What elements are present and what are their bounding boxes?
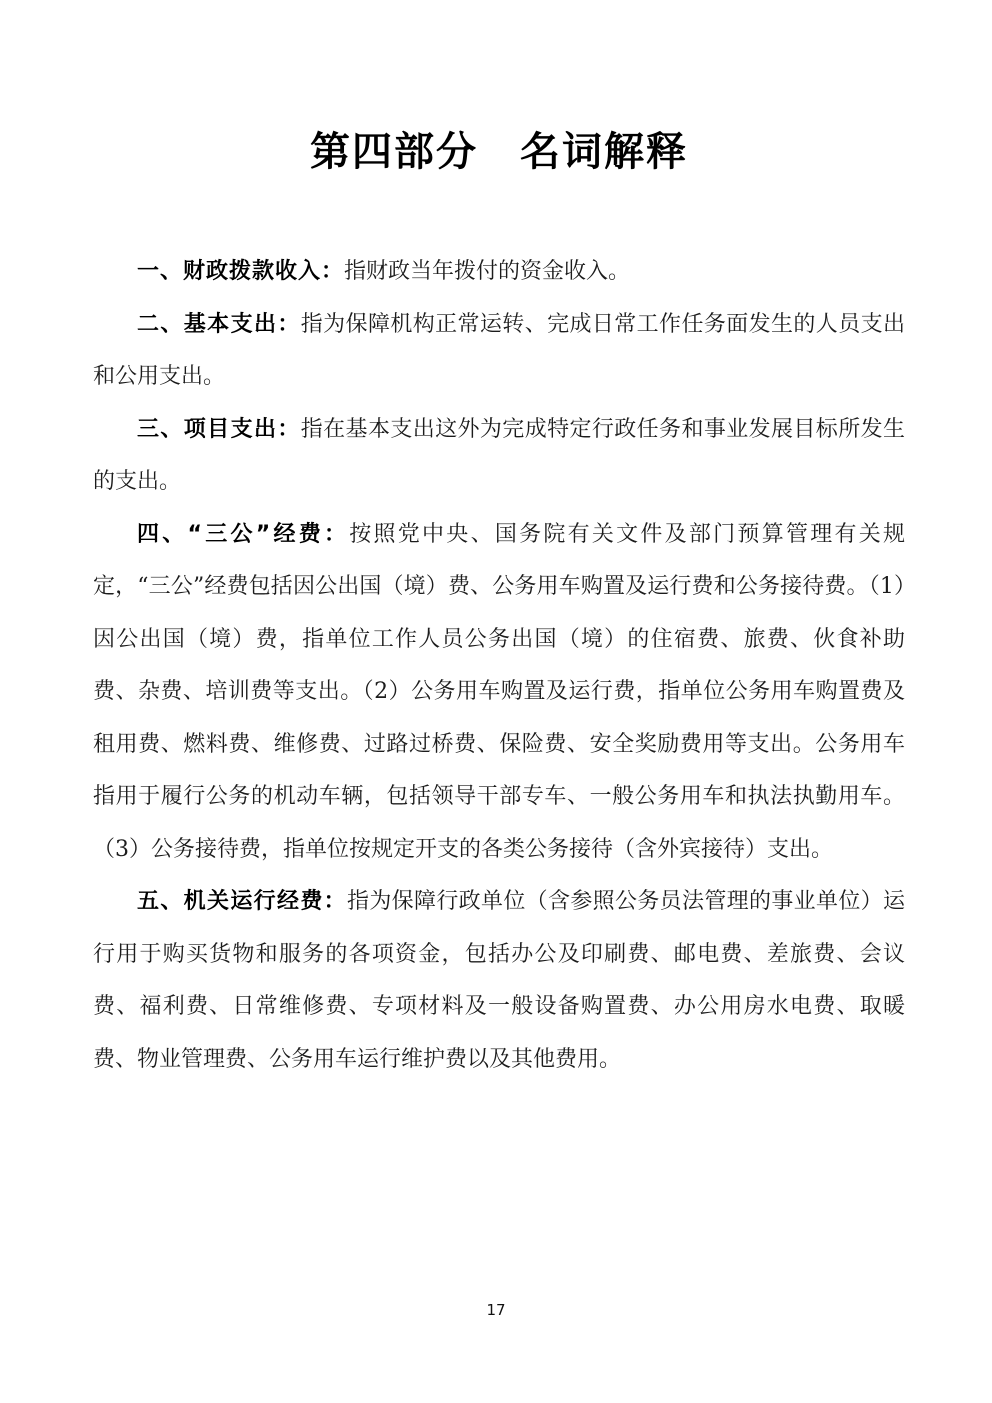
term-label: 二、基本支出： bbox=[137, 311, 301, 337]
paragraph-project-expenditure bbox=[93, 404, 905, 509]
term-label: 一、财政拨款收入： bbox=[137, 259, 345, 284]
term-definition: 指为保障行政单位（含参照公务员法管理的事业单位）运行用于购买货物和服务的各项资金，包括办公及印刷费、邮电费、差旅费、会议费、福利费、日常维修费、专项材料及一般设备购置费、办公用房水电费、取暖费、物业管理费、公务用车运行维护费以及其他费用。 bbox=[93, 889, 905, 1072]
term-label: 五、机关运行经费： bbox=[137, 889, 347, 914]
paragraph-three-public-funds bbox=[93, 509, 905, 877]
term-definition: 指为保障机构正常运转、完成日常工作任务面发生的人员支出和公用支出。 bbox=[93, 311, 905, 389]
paragraph-basic-expenditure bbox=[93, 299, 905, 404]
term-label: 四、“三公”经费： bbox=[137, 521, 350, 547]
document-body bbox=[93, 246, 905, 1086]
page-number: 17 bbox=[486, 1301, 506, 1319]
paragraph-agency-operating-funds bbox=[93, 876, 905, 1086]
term-definition: 按照党中央、国务院有关文件及部门预算管理有关规定，“三公”经费包括因公出国（境）费、公务用车购置及运行费和公务接待费。（1）因公出国（境）费，指单位工作人员公务出国（境）的住宿费、旅费、伙食补助费、杂费、培训费等支出。（2）公务用车购置及运行费，指单位公务用车购置费及租用费、燃料费、维修费、过路过桥费、保险费、安全奖励费用等支出。公务用车指用于履行公务的机动车辆，包括领导干部专车、一般公务用车和执法执勤用车。（3）公务接待费，指单位按规定开支的各类公务接待（含外宾接待）支出。 bbox=[93, 521, 905, 862]
term-definition: 指财政当年拨付的资金收入。 bbox=[344, 259, 631, 284]
paragraph-fiscal-appropriation-income bbox=[93, 246, 905, 299]
term-definition: 指在基本支出这外为完成特定行政任务和事业发展目标所发生的支出。 bbox=[93, 416, 905, 494]
term-label: 三、项目支出： bbox=[137, 416, 301, 442]
page-title: 第四部分 名词解释 bbox=[310, 129, 688, 175]
